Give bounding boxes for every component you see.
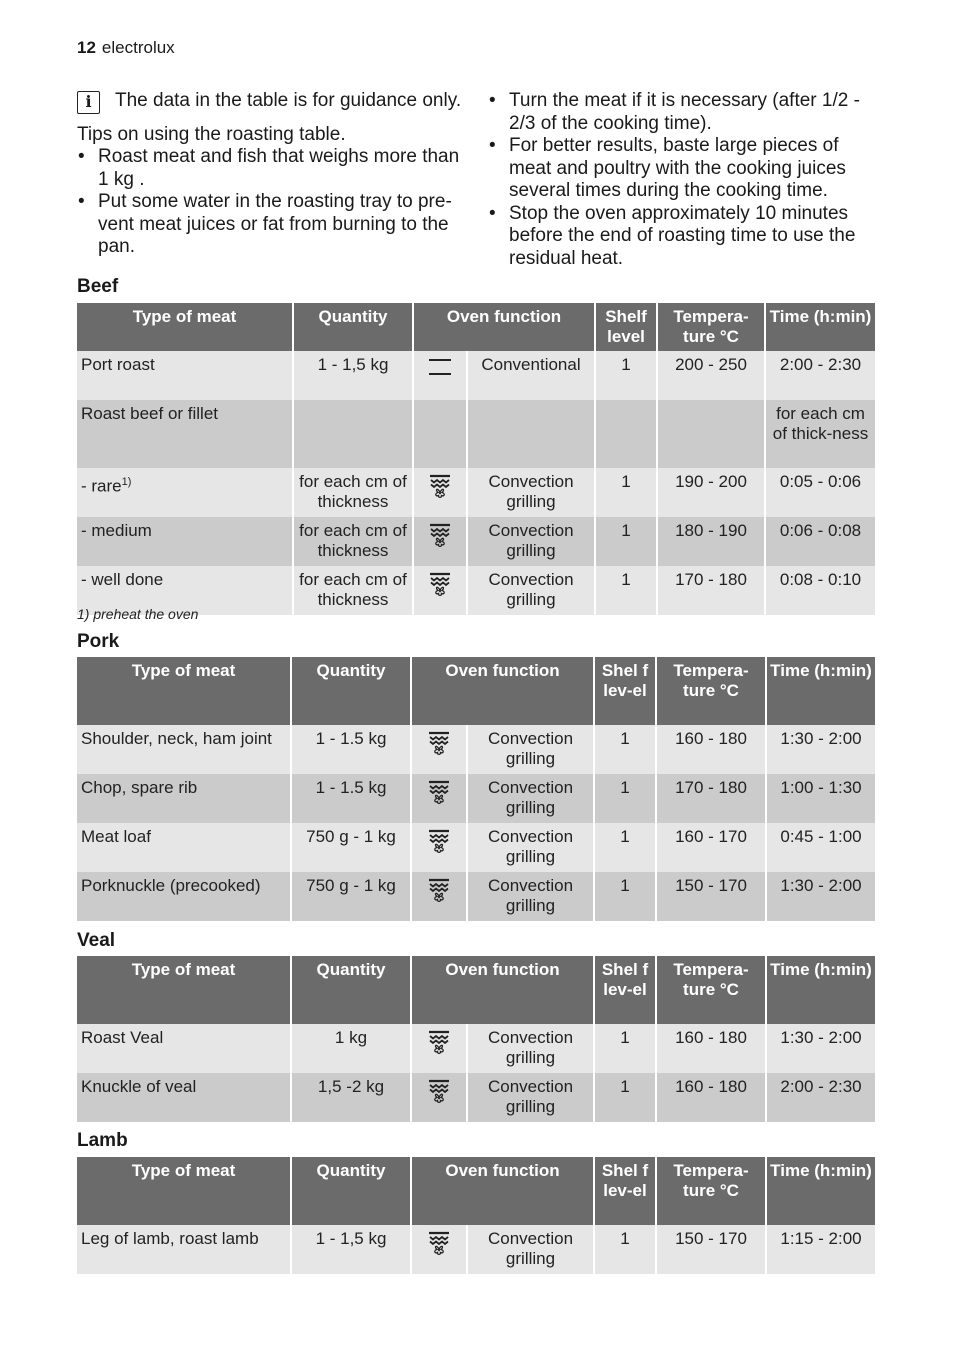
tips-list-left [77,146,469,259]
pork-section-title: Pork [77,631,120,652]
cell-quantity: for each cm of thickness [293,468,413,517]
meat-type-text: Leg of lamb, roast lamb [81,1229,259,1248]
cell-temperature: 170 - 180 [656,774,766,823]
footnote: 1) preheat the oven [77,606,199,622]
cell-temperature: 200 - 250 [657,351,765,400]
cell-quantity: 750 g - 1 kg [291,823,411,872]
header-type-of-meat: Type of meat [77,956,291,1024]
cell-type-of-meat [77,872,291,921]
footnote-marker: 1) [121,476,132,488]
header-oven-function: Oven function [411,956,594,1024]
cell-type-of-meat [77,400,293,468]
tip-item: • Turn the meat if it is necessary (after 1/2 - 2/3 of the cooking time). [488,90,880,135]
cell-oven-function: Convection grilling [467,774,594,823]
cell-type-of-meat [77,517,293,566]
beef-table [77,303,875,615]
cell-oven-function: Convection grilling [467,1073,594,1122]
cell-quantity: for each cm of thickness [293,517,413,566]
cell-type-of-meat [77,468,293,517]
cell-type-of-meat [77,725,291,774]
header-temperature: Tempera-ture °C [656,657,766,725]
cell-oven-function: Convection grilling [467,725,594,774]
cell-oven-function [467,400,595,468]
convection-grilling-icon [413,517,467,566]
conventional-heat-icon [413,351,467,400]
meat-type-text: Port roast [81,355,155,374]
header-quantity: Quantity [293,303,413,351]
cell-type-of-meat [77,823,291,872]
guidance-note [77,90,469,113]
cell-quantity: 1 - 1,5 kg [293,351,413,400]
cell-shelf-level [595,400,657,468]
cell-oven-function: Convection grilling [467,517,595,566]
tips-title: Tips on using the roasting table. [77,123,346,145]
cell-time: for each cm of thick-ness [765,400,875,468]
cell-oven-function: Convection grilling [467,468,595,517]
cell-type-of-meat [77,1024,291,1073]
table-row [77,468,875,517]
table-row [77,400,875,468]
cell-shelf-level: 1 [594,1073,656,1122]
cell-oven-function: Convection grilling [467,872,594,921]
cell-time: 2:00 - 2:30 [765,351,875,400]
table-header-row [77,1157,875,1225]
convection-grilling-icon [411,1073,467,1122]
convection-grilling-icon [411,1024,467,1073]
table-row [77,517,875,566]
header-quantity: Quantity [291,956,411,1024]
cell-quantity: 1,5 -2 kg [291,1073,411,1122]
header-shelf-level: Shel f lev-el [594,657,656,725]
header-time: Time (h:min) [766,657,875,725]
cell-temperature [657,400,765,468]
cell-function-icon-empty [413,400,467,468]
cell-type-of-meat [77,1225,291,1274]
cell-time: 1:30 - 2:00 [766,725,875,774]
table-header-row [77,956,875,1024]
info-icon: i [77,91,100,114]
cell-time: 0:05 - 0:06 [765,468,875,517]
header-quantity: Quantity [291,1157,411,1225]
table-row [77,1225,875,1274]
cell-shelf-level: 1 [594,1225,656,1274]
lamb-section-title: Lamb [77,1130,128,1151]
cell-oven-function: Convection grilling [467,823,594,872]
header-shelf-level: Shel f lev-el [594,956,656,1024]
convection-grilling-icon [411,725,467,774]
header-shelf-level: Shel f lev-el [594,1157,656,1225]
pork-table [77,657,875,921]
convection-grilling-icon [411,872,467,921]
meat-type-text: - well done [81,570,164,589]
table-row [77,351,875,400]
header-oven-function: Oven function [411,657,594,725]
meat-type-text: - medium [81,521,152,540]
cell-temperature: 170 - 180 [657,566,765,615]
table-row [77,725,875,774]
guidance-note-text: The data in the table is for guidance only. [115,90,462,111]
cell-shelf-level: 1 [595,517,657,566]
header-type-of-meat: Type of meat [77,1157,291,1225]
header-oven-function: Oven function [411,1157,594,1225]
cell-oven-function: Convection grilling [467,566,595,615]
header-time: Time (h:min) [766,956,875,1024]
table-row [77,774,875,823]
cell-temperature: 190 - 200 [657,468,765,517]
cell-time: 0:06 - 0:08 [765,517,875,566]
convection-grilling-icon [413,468,467,517]
header-type-of-meat: Type of meat [77,303,293,351]
cell-temperature: 150 - 170 [656,872,766,921]
cell-quantity: 1 kg [291,1024,411,1073]
cell-quantity: 1 - 1.5 kg [291,725,411,774]
cell-quantity: for each cm of thickness [293,566,413,615]
cell-time: 1:30 - 2:00 [766,1024,875,1073]
header-temperature: Tempera-ture °C [657,303,765,351]
cell-shelf-level: 1 [595,351,657,400]
convection-grilling-icon [413,566,467,615]
cell-oven-function: Convection grilling [467,1024,594,1073]
table-row [77,1073,875,1122]
convection-grilling-icon [411,823,467,872]
header-shelf-level: Shelf level [595,303,657,351]
cell-time: 2:00 - 2:30 [766,1073,875,1122]
cell-temperature: 160 - 180 [656,725,766,774]
cell-time: 0:08 - 0:10 [765,566,875,615]
cell-shelf-level: 1 [595,566,657,615]
lamb-table [77,1157,875,1274]
table-row [77,872,875,921]
cell-oven-function: Conventional [467,351,595,400]
cell-temperature: 160 - 170 [656,823,766,872]
cell-time: 1:30 - 2:00 [766,872,875,921]
cell-oven-function: Convection grilling [467,1225,594,1274]
table-row [77,1024,875,1073]
tips-list-right [488,90,880,270]
cell-temperature: 160 - 180 [656,1073,766,1122]
cell-shelf-level: 1 [594,774,656,823]
meat-type-text: Shoulder, neck, ham joint [81,729,272,748]
cell-shelf-level: 1 [594,823,656,872]
cell-shelf-level: 1 [595,468,657,517]
intro-left-column [77,90,469,259]
page-header [77,38,175,58]
tip-item: • Roast meat and fish that weighs more than 1 kg . [77,146,469,191]
meat-type-text: Porknuckle (precooked) [81,876,261,895]
cell-shelf-level: 1 [594,872,656,921]
header-type-of-meat: Type of meat [77,657,291,725]
meat-type-text: Roast beef or fillet [81,404,219,423]
cell-quantity: 750 g - 1 kg [291,872,411,921]
cell-quantity: 1 - 1,5 kg [291,1225,411,1274]
cell-shelf-level: 1 [594,725,656,774]
convection-grilling-icon [411,1225,467,1274]
cell-time: 0:45 - 1:00 [766,823,875,872]
brand-name: electrolux [101,38,175,57]
meat-type-text: Chop, spare rib [81,778,198,797]
cell-quantity: 1 - 1.5 kg [291,774,411,823]
header-oven-function: Oven function [413,303,595,351]
table-row [77,823,875,872]
meat-type-text: Knuckle of veal [81,1077,197,1096]
meat-type-text: - rare [81,476,122,496]
cell-type-of-meat [77,1073,291,1122]
meat-type-text: Meat loaf [81,827,151,846]
beef-section-title: Beef [77,276,119,297]
table-header-row [77,303,875,351]
meat-type-text: Roast Veal [81,1028,164,1047]
cell-quantity [293,400,413,468]
page-number: 12 [77,38,96,57]
cell-temperature: 160 - 180 [656,1024,766,1073]
header-temperature: Tempera-ture °C [656,956,766,1024]
cell-type-of-meat [77,774,291,823]
header-time: Time (h:min) [765,303,875,351]
cell-time: 1:15 - 2:00 [766,1225,875,1274]
cell-type-of-meat [77,351,293,400]
intro-right-column [488,90,880,270]
cell-temperature: 180 - 190 [657,517,765,566]
cell-temperature: 150 - 170 [656,1225,766,1274]
veal-table [77,956,875,1122]
header-temperature: Tempera-ture °C [656,1157,766,1225]
tip-item: • Put some water in the roasting tray to pre-vent meat juices or fat from burning to the pan. [77,191,469,259]
header-quantity: Quantity [291,657,411,725]
tip-item: • Stop the oven approximately 10 minutes before the end of roasting time to use the residual heat. [488,203,880,271]
tip-item: • For better results, baste large pieces of meat and poultry with the cooking juices several times during the cooking time. [488,135,880,203]
cell-time: 1:00 - 1:30 [766,774,875,823]
veal-section-title: Veal [77,930,116,951]
convection-grilling-icon [411,774,467,823]
header-time: Time (h:min) [766,1157,875,1225]
table-header-row [77,657,875,725]
cell-shelf-level: 1 [594,1024,656,1073]
